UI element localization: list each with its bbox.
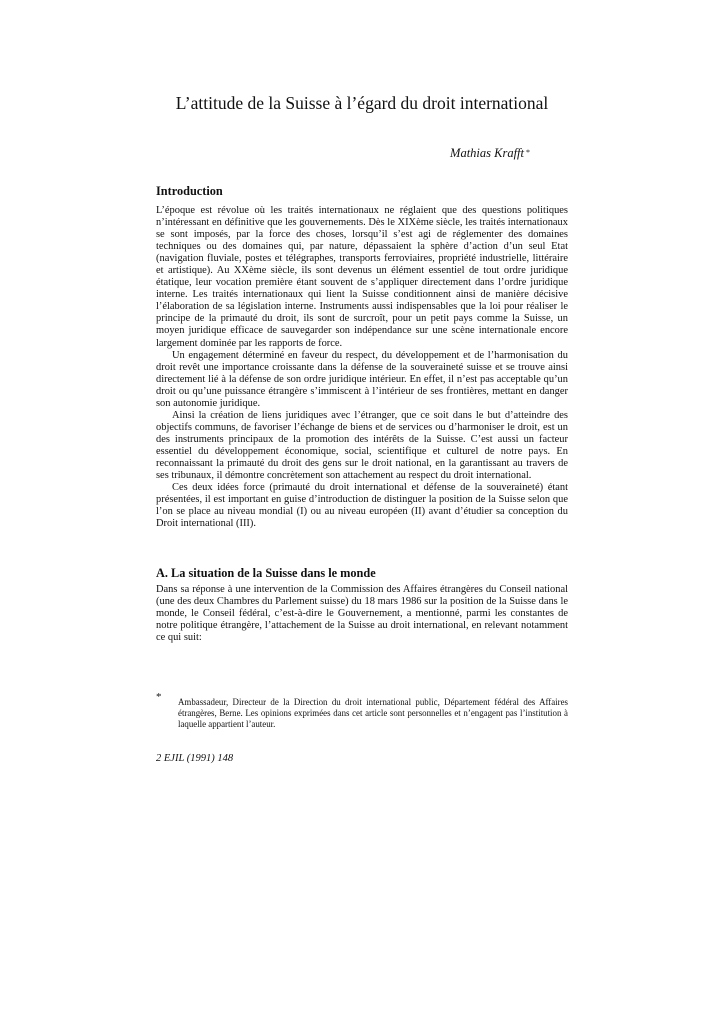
introduction-paragraph-1: L’époque est révolue où les traités internationaux ne réglaient que des questions politiques n’intéressant en définitive que les gouvernements. Dès le XIXème siècle, les traités internationaux se sont imposés, par la force des choses, lorsqu’il s’est agi de réglementer des domaines techniques ou des domaines qui, par nature, dépassaient la sphère d’action d’un seul Etat (navigation fluviale, postes et télégraphes, transports ferroviaires, propriété industrielle, littéraire et artistique). Au XXème siècle, ils sont devenus un élément essentiel de tout ordre juridique étatique, leur vocation première étant souvent de s’appliquer directement dans l’ordre juridique interne. Les traités internationaux qui lient la Suisse conditionnent ainsi de manière décisive l’élaboration de sa législation interne. Instruments aussi indispensables que la loi pour réaliser le principe de la primauté du droit, ils sont de surcroît, pour un petit pays comme la Suisse, un moyen juridique efficace de sauvegarder son indépendance sur une scène internationale encore largement dominée par les rapports de force.: [156, 205, 568, 349]
author-footnote-marker: *: [526, 148, 530, 157]
section-a-heading: A. La situation de la Suisse dans le monde: [156, 566, 376, 580]
introduction-body: [156, 205, 568, 530]
introduction-paragraph-4: Ces deux idées force (primauté du droit international et défense de la souveraineté) étant présentées, il est important en guise d’introduction de distinguer la position de la Suisse selon que l’on se place au niveau mondial (I) ou au niveau européen (II) avant d’étudier sa conception du Droit international (III).: [156, 482, 568, 530]
footnote-marker: *: [156, 691, 162, 703]
introduction-heading: Introduction: [156, 184, 223, 198]
author-name: Mathias Krafft: [450, 146, 524, 160]
author-line: [156, 145, 568, 161]
section-a-body: [156, 584, 568, 644]
article-page: [156, 0, 568, 1024]
section-a-paragraph-1: Dans sa réponse à une intervention de la Commission des Affaires étrangères du Conseil national (une des deux Chambres du Parlement suisse) du 18 mars 1986 sur la position de la Suisse dans le monde, le Conseil fédéral, c’est-à-dire le Gouvernement, a mentionné, parmi les constantes de notre politique étrangère, l’attachement de la Suisse au droit international, en relevant notamment ce qui suit:: [156, 584, 568, 644]
article-title: L’attitude de la Suisse à l’égard du droit international: [175, 93, 549, 113]
footnote-text: Ambassadeur, Directeur de la Direction du droit international public, Département fédéral des Affaires étrangères, Berne. Les opinions exprimées dans cet article sont personnelles et n’engagent pas l’institution à laquelle appartient l’auteur.: [178, 697, 568, 730]
journal-citation: 2 EJIL (1991) 148: [156, 753, 234, 764]
introduction-paragraph-2: Un engagement déterminé en faveur du respect, du développement et de l’harmonisation du droit revêt une importance croissante dans la défense de la souveraineté suisse et se trouve ainsi directement lié à la défense de son ordre juridique intérieur. En effet, il n’est pas acceptable qu’un droit ou qu’une puissance étrangère s’immiscent à l’intérieur de ses frontières, mettant en danger son autonomie juridique.: [156, 349, 568, 409]
introduction-paragraph-3: Ainsi la création de liens juridiques avec l’étranger, que ce soit dans le but d’atteindre des objectifs communs, de favoriser l’échange de biens et de services ou d’harmoniser le droit, est un des instruments principaux de la promotion des intérêts de la Suisse. C’est aussi un facteur essentiel du développement économique, social, scientifique et culturel de notre pays. En reconnaissant la primauté du droit des gens sur le droit national, en la garantissant au travers de ses tribunaux, il démontre concrètement son attachement au respect du droit international.: [156, 409, 568, 482]
